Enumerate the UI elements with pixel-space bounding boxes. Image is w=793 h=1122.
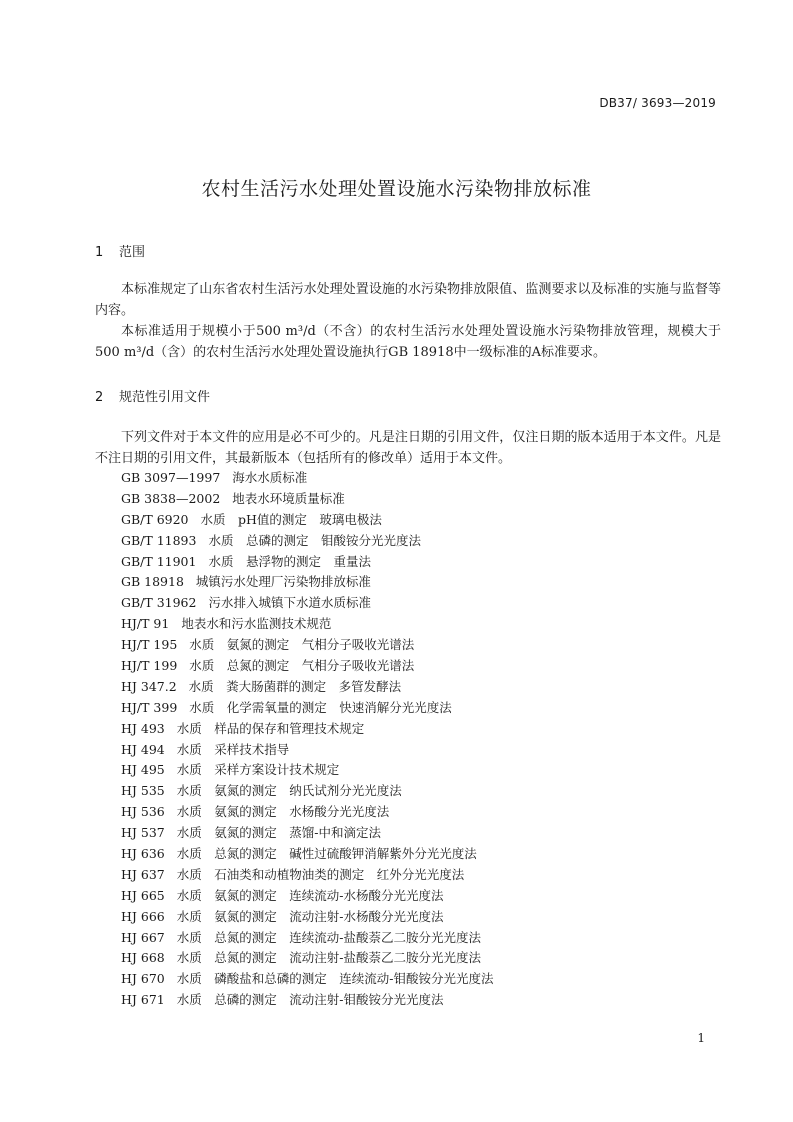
reference-code: HJ 667 <box>121 929 165 945</box>
reference-code: HJ 494 <box>121 741 165 757</box>
reference-code: HJ 347.2 <box>121 678 177 694</box>
scope-paragraph-2: 本标准适用于规模小于500 m³/d（不含）的农村生活污水处理处置设施水污染物排放管理，规模大于500 m³/d（含）的农村生活污水处理处置设施执行GB 18918中一级标准的A标准要求。 <box>95 324 721 360</box>
reference-item <box>121 635 493 656</box>
reference-name: 水质 样品的保存和管理技术规定 <box>176 720 365 736</box>
reference-name: 水质 氨氮的测定 水杨酸分光光度法 <box>176 804 390 820</box>
section-number: 2 <box>95 390 104 405</box>
reference-name: 水质 磷酸盐和总磷的测定 连续流动-钼酸铵分光光度法 <box>176 971 494 987</box>
reference-item <box>121 572 493 593</box>
reference-name: 水质 氨氮的测定 连续流动-水杨酸分光光度法 <box>176 887 444 903</box>
reference-name: 水质 石油类和动植物油类的测定 红外分光光度法 <box>176 866 465 882</box>
reference-name: 水质 采样方案设计技术规定 <box>176 762 340 778</box>
reference-item <box>121 886 493 907</box>
reference-name: 水质 氨氮的测定 蒸馏-中和滴定法 <box>176 825 381 841</box>
reference-name: 水质 总氮的测定 碱性过硫酸钾消解紫外分光光度法 <box>176 846 477 862</box>
section-number: 1 <box>95 245 104 260</box>
reference-name: 水质 总磷的测定 流动注射-钼酸铵分光光度法 <box>176 992 444 1008</box>
reference-code: GB 3838—2002 <box>121 490 221 506</box>
reference-code: HJ 666 <box>121 908 165 924</box>
reference-name: 水质 氨氮的测定 纳氏试剂分光光度法 <box>176 783 402 799</box>
reference-name: 水质 氨氮的测定 气相分子吸收光谱法 <box>189 637 415 653</box>
reference-code: GB/T 11893 <box>121 532 197 548</box>
section-title: 规范性引用文件 <box>119 390 211 405</box>
reference-code: GB/T 11901 <box>121 553 197 569</box>
reference-name: 水质 采样技术指导 <box>176 741 290 757</box>
reference-code: GB 18918 <box>121 574 184 590</box>
section-heading-normative-references <box>95 386 210 405</box>
reference-code: HJ 536 <box>121 804 165 820</box>
reference-code: HJ 493 <box>121 720 165 736</box>
reference-item <box>121 823 493 844</box>
reference-item <box>121 531 493 552</box>
reference-code: HJ 637 <box>121 866 165 882</box>
reference-item <box>121 614 493 635</box>
reference-item <box>121 552 493 573</box>
reference-item <box>121 698 493 719</box>
reference-item <box>121 844 493 865</box>
reference-name: 水质 总氮的测定 气相分子吸收光谱法 <box>189 658 415 674</box>
reference-item <box>121 781 493 802</box>
page-number: 1 <box>697 1031 705 1045</box>
reference-name: 水质 悬浮物的测定 重量法 <box>208 553 371 569</box>
standard-number: DB37/ 3693—2019 <box>599 96 716 110</box>
reference-name: 地表水环境质量标准 <box>232 490 345 506</box>
reference-code: HJ 665 <box>121 887 165 903</box>
reference-code: HJ 671 <box>121 992 165 1008</box>
reference-code: HJ 668 <box>121 950 165 966</box>
reference-item <box>121 760 493 781</box>
reference-item <box>121 928 493 949</box>
reference-code: GB/T 6920 <box>121 511 189 527</box>
reference-list <box>121 468 493 1011</box>
reference-item <box>121 656 493 677</box>
reference-name: 水质 总磷的测定 钼酸铵分光光度法 <box>208 532 421 548</box>
section-title: 范围 <box>119 245 146 260</box>
reference-item <box>121 802 493 823</box>
reference-code: HJ/T 91 <box>121 616 170 632</box>
reference-name: 海水水质标准 <box>232 470 308 485</box>
reference-code: HJ 636 <box>121 846 165 862</box>
scope-paragraph-1: 本标准规定了山东省农村生活污水处理处置设施的水污染物排放限值、监测要求以及标准的实施与监督等内容。 <box>95 282 721 318</box>
reference-name: 水质 总氮的测定 连续流动-盐酸萘乙二胺分光光度法 <box>176 929 481 945</box>
reference-item <box>121 990 493 1011</box>
reference-item <box>121 969 493 990</box>
section-heading-scope <box>95 241 145 260</box>
reference-item <box>121 907 493 928</box>
reference-code: HJ 537 <box>121 825 165 841</box>
reference-item <box>121 677 493 698</box>
references-intro-paragraph: 下列文件对于本文件的应用是必不可少的。凡是注日期的引用文件，仅注日期的版本适用于本文件。凡是不注日期的引用文件，其最新版本（包括所有的修改单）适用于本文件。 <box>95 430 721 466</box>
reference-item <box>121 593 493 614</box>
reference-name: 水质 化学需氧量的测定 快速消解分光光度法 <box>189 699 452 715</box>
reference-item <box>121 489 493 510</box>
reference-item <box>121 510 493 531</box>
reference-code: GB/T 31962 <box>121 595 197 611</box>
reference-item <box>121 740 493 761</box>
reference-item <box>121 719 493 740</box>
reference-code: GB 3097—1997 <box>121 470 221 485</box>
reference-code: HJ/T 399 <box>121 699 178 715</box>
reference-name: 污水排入城镇下水道水质标准 <box>208 595 371 611</box>
reference-code: HJ 535 <box>121 783 165 799</box>
reference-code: HJ/T 199 <box>121 658 178 674</box>
reference-code: HJ/T 195 <box>121 637 178 653</box>
reference-item <box>121 865 493 886</box>
reference-name: 水质 总氮的测定 流动注射-盐酸萘乙二胺分光光度法 <box>176 950 481 966</box>
reference-name: 城镇污水处理厂污染物排放标准 <box>195 574 371 590</box>
reference-item <box>121 948 493 969</box>
reference-name: 地表水和污水监测技术规范 <box>181 616 332 632</box>
reference-name: 水质 pH值的测定 玻璃电极法 <box>200 511 382 527</box>
reference-name: 水质 氨氮的测定 流动注射-水杨酸分光光度法 <box>176 908 444 924</box>
document-title: 农村生活污水处理处置设施水污染物排放标准 <box>201 178 592 200</box>
reference-name: 水质 粪大肠菌群的测定 多管发酵法 <box>188 678 402 694</box>
reference-item <box>121 468 493 489</box>
reference-code: HJ 495 <box>121 762 165 778</box>
reference-code: HJ 670 <box>121 971 165 987</box>
